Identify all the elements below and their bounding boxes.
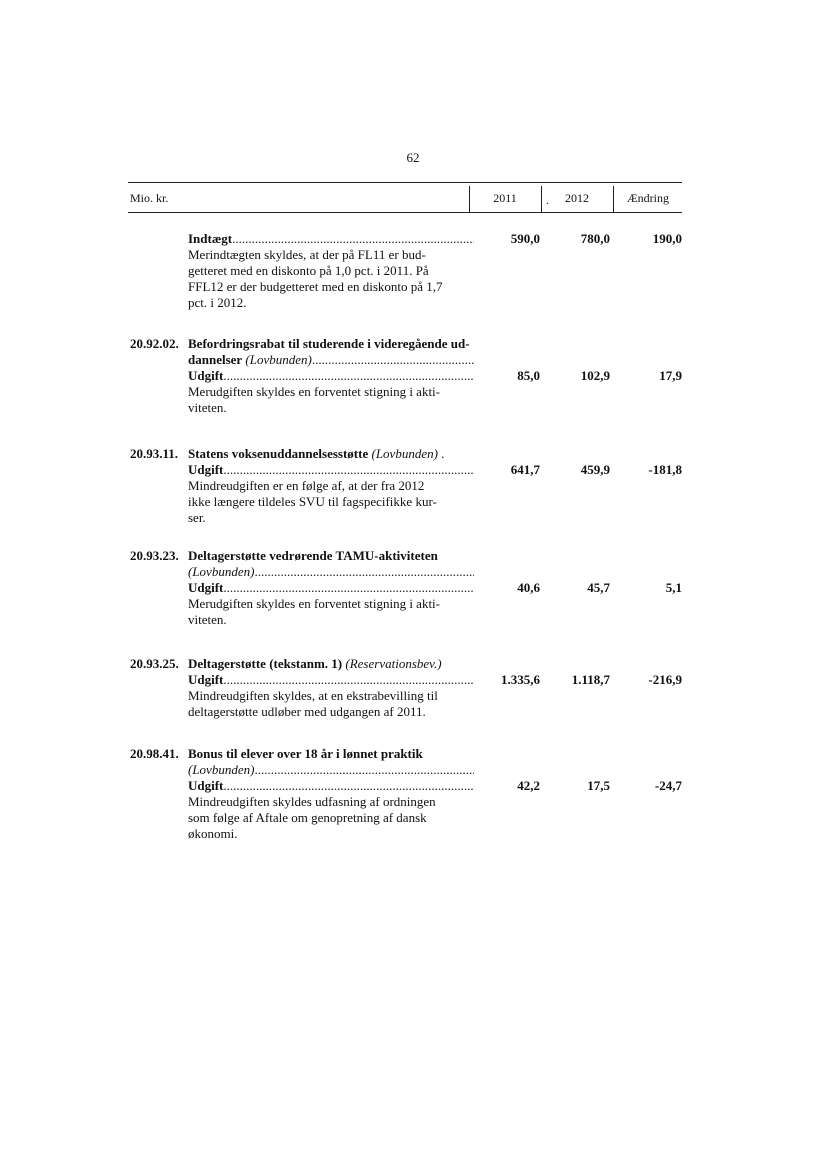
amount-line — [188, 368, 474, 384]
entry-description — [188, 596, 474, 628]
value-2012: 780,0 — [580, 231, 610, 246]
header-dot: . — [546, 193, 549, 207]
entry-title: Deltagerstøtte vedrørende TAMU-aktiviteten — [188, 548, 438, 563]
desc-line: pct. i 2012. — [188, 295, 247, 310]
entry-title: Befordringsrabat til studerende i videregående ud- — [188, 336, 470, 351]
entry-body — [188, 336, 474, 416]
value-2011: 1.335,6 — [501, 672, 540, 687]
entry-description — [188, 794, 474, 842]
title-line — [188, 564, 474, 580]
entry-description — [188, 384, 474, 416]
title-line — [188, 656, 474, 672]
amount-label: Indtægt — [188, 231, 233, 246]
desc-line: økonomi. — [188, 826, 238, 841]
entry-body — [188, 746, 474, 842]
entry-title: Deltagerstøtte (tekstanm. 1) — [188, 656, 343, 671]
desc-line: som følge af Aftale om genopretning af dansk — [188, 810, 427, 825]
entry-description — [188, 247, 474, 311]
entry-title: Statens voksenuddannelsesstøtte — [188, 446, 369, 461]
col-2012: 2012 — [565, 191, 589, 205]
amount-line — [188, 462, 474, 478]
amount-label: Udgift — [188, 462, 224, 477]
entry-type: (Lovbunden) — [188, 762, 255, 777]
title-line — [188, 352, 474, 368]
desc-line: Mindreudgiften skyldes, at en ekstrabevilling til — [188, 688, 438, 703]
desc-line: Merudgiften skyldes en forventet stigning i akti- — [188, 384, 441, 399]
account-code: 20.93.11. — [130, 446, 179, 461]
desc-line: getteret med en diskonto på 1,0 pct. i 2011. På — [188, 263, 429, 278]
desc-line: Merudgiften skyldes en forventet stigning i akti- — [188, 596, 441, 611]
amount-label: Udgift — [188, 778, 224, 793]
value-change: 190,0 — [652, 231, 682, 246]
desc-line: Mindreudgiften skyldes udfasning af ordningen — [188, 794, 436, 809]
entry-description — [188, 478, 474, 526]
entry-body — [188, 446, 474, 526]
desc-line: Merindtægten skyldes, at der på FL11 er bud- — [188, 247, 426, 262]
account-code: 20.92.02. — [130, 336, 179, 351]
amount-line — [188, 580, 474, 596]
value-change: 5,1 — [665, 580, 682, 595]
value-change: -216,9 — [648, 672, 682, 687]
page-number: 62 — [406, 150, 420, 165]
value-change: 17,9 — [659, 368, 682, 383]
value-2011: 40,6 — [517, 580, 540, 595]
amount-label: Udgift — [188, 580, 224, 595]
value-2011: 85,0 — [517, 368, 540, 383]
amount-line — [188, 672, 474, 688]
value-change: -181,8 — [648, 462, 682, 477]
unit-label: Mio. kr. — [130, 191, 169, 205]
header-top-rule — [128, 182, 682, 183]
desc-line: ser. — [188, 510, 206, 525]
amount-line — [188, 231, 474, 247]
amount-label: Udgift — [188, 672, 224, 687]
value-2012: 102,9 — [580, 368, 610, 383]
entry-type: (Lovbunden) — [188, 564, 255, 579]
account-code: 20.98.41. — [130, 746, 179, 761]
title-line — [188, 446, 474, 462]
entry-type: (Reservationsbev.) — [345, 656, 442, 671]
value-2012: 45,7 — [587, 580, 610, 595]
desc-line: FFL12 er der budgetteret med en diskonto på 1,7 — [188, 279, 443, 294]
desc-line: viteten. — [188, 400, 227, 415]
table-header — [128, 189, 682, 211]
value-2011: 590,0 — [510, 231, 540, 246]
col-change: Ændring — [627, 191, 669, 205]
value-2011: 42,2 — [517, 778, 540, 793]
entry-type: (Lovbunden) — [371, 446, 438, 461]
entry-body — [188, 231, 474, 311]
entry-description — [188, 688, 474, 720]
value-2012: 17,5 — [587, 778, 610, 793]
desc-line: ikke længere tildeles SVU til fagspecifikke kur- — [188, 494, 437, 509]
title-tail: . — [441, 446, 445, 461]
col-2011: 2011 — [493, 191, 517, 205]
entry-title-cont: dannelser — [188, 352, 243, 367]
value-change: -24,7 — [654, 778, 682, 793]
amount-label: Udgift — [188, 368, 224, 383]
desc-line: Mindreudgiften er en følge af, at der fra 2012 — [188, 478, 425, 493]
account-code: 20.93.25. — [130, 656, 179, 671]
value-2011: 641,7 — [510, 462, 540, 477]
entry-body — [188, 656, 474, 720]
account-code: 20.93.23. — [130, 548, 179, 563]
value-2012: 1.118,7 — [571, 672, 610, 687]
value-2012: 459,9 — [580, 462, 610, 477]
desc-line: deltagerstøtte udløber med udgangen af 2011. — [188, 704, 426, 719]
amount-line — [188, 778, 474, 794]
entry-type: (Lovbunden) — [245, 352, 312, 367]
entry-body — [188, 548, 474, 628]
entry-title: Bonus til elever over 18 år i lønnet praktik — [188, 746, 423, 761]
header-bottom-rule — [128, 212, 682, 213]
title-line — [188, 762, 474, 778]
desc-line: viteten. — [188, 612, 227, 627]
